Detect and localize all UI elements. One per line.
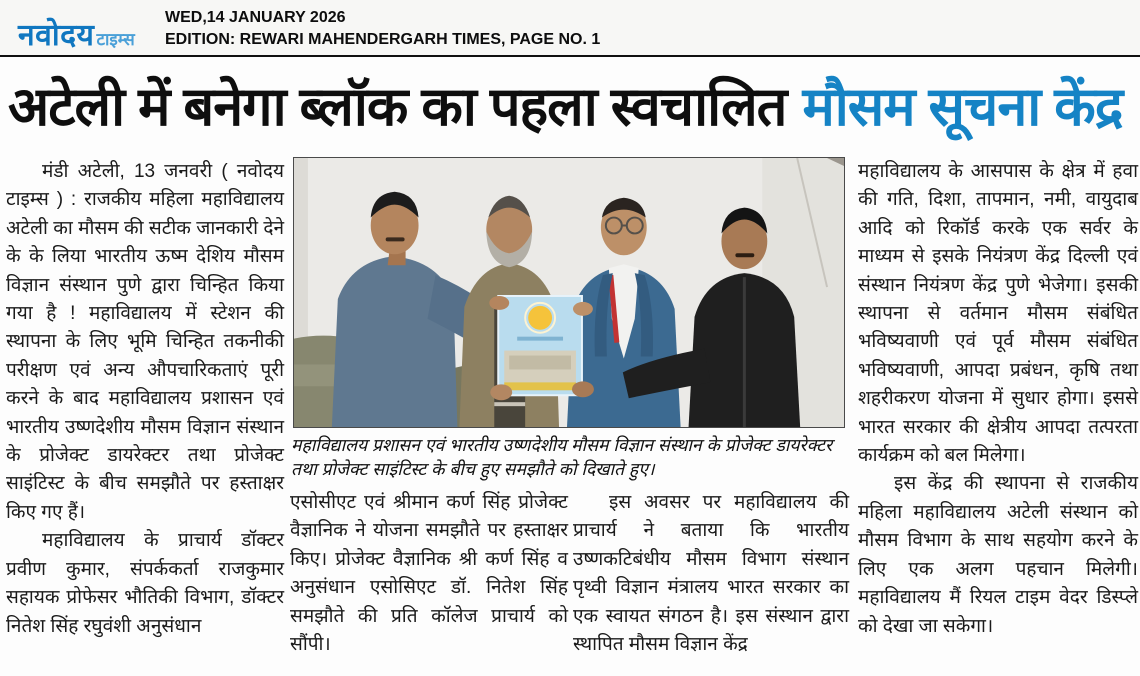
headline-black-part: अटेली में बनेगा ब्लॉक का पहला स्वचालित	[8, 77, 787, 137]
newspaper-logo	[18, 13, 135, 54]
body-column-center-left	[290, 489, 568, 676]
article-headline	[8, 61, 1132, 147]
paragraph: महाविद्यालय के प्राचार्य डॉक्टर प्रवीण कुमार, संपर्ककर्ता राजकुमार सहायक प्रोफेसर भौतिकी विभाग, डॉक्टर नितेश सिंह रघुवंशी अनुसंधान	[6, 530, 284, 637]
masthead-edition: EDITION: REWARI MAHENDERGARH TIMES, PAGE NO. 1	[165, 31, 601, 48]
logo-main-text: नवोदय	[18, 19, 95, 52]
photo-illustration	[294, 158, 844, 427]
paragraph: इस अवसर पर महाविद्यालय की प्राचार्य ने बताया कि भारतीय उष्णकटिबंधीय मौसम विभाग संस्थान पृथ्वी विज्ञान मंत्रालय भारत सरकार का एक स्वायत संगठन है। इस संस्थान द्वारा स्थापित मौसम विज्ञान केंद्र	[573, 492, 849, 656]
body-column-left	[6, 158, 284, 676]
masthead-info	[165, 7, 600, 51]
paragraph: मंडी अटेली, 13 जनवरी ( नवोदय टाइम्स ) : राजकीय महिला महाविद्यालय अटेली का मौसम की सटीक जानकारी देने के के लिया भारतीय ऊष्म देशिय मौसम विज्ञान संस्थान पुणे द्वारा चिन्हित किया गया है ! महाविद्यालय में स्टेशन की स्थापना के लिए भूमि चिन्हित तकनीकी परीक्षण एवं अन्य औपचारिकताएं पूरी करने के बाद महाविद्यालय प्रशासन एवं भारतीय उष्णदेशीय मौसम विज्ञान संस्थान के प्रोजेक्ट डायरेक्टर तथा प्रोजेक्ट साइंटिस्ट के बीच समझौते पर हस्ताक्षर किए गए हैं।	[6, 161, 284, 523]
body-column-center-right	[573, 489, 849, 676]
masthead-date: WED,14 JANUARY 2026	[165, 9, 346, 26]
body-column-right	[858, 158, 1138, 676]
headline-blue-part: मौसम सूचना केंद्र	[802, 77, 1123, 137]
paragraph: महाविद्यालय के आसपास के क्षेत्र में हवा की गति, दिशा, तापमान, नमी, वायुदाब आदि को रिकॉर्ड करके एक सर्वर के माध्यम से इसके नियंत्रण केंद्र दिल्ली एवं संस्थान नियंत्रण केंद्र पुणे भेजेगा। इसकी स्थापना से वर्तमान मौसम संबंधित भविष्यवाणी एवं पूर्व मौसम संबंधित भविष्यवाणी, आपदा प्रबंधन, कृषि तथा शहरीकरण योजना में सुधार होगा। इससे भारत सरकार की क्षेत्रीय आपदा तत्परता कार्यक्रम को बल मिलेगा।	[858, 161, 1138, 467]
article-photo	[293, 157, 845, 428]
logo-sub-text: टाइम्स	[96, 30, 135, 49]
masthead	[0, 0, 1140, 57]
photo-caption: महाविद्यालय प्रशासन एवं भारतीय उष्णदेशीय मौसम विज्ञान संस्थान के प्रोजेक्ट डायरेक्टर तथा प्रोजेक्ट साइंटिस्ट के बीच हुए समझौते को दिखाते हुए।	[291, 435, 833, 479]
paragraph: एसोसीएट एवं श्रीमान कर्ण सिंह प्रोजेक्ट वैज्ञानिक ने योजना समझौते पर हस्ताक्षर किए। प्रोजेक्ट वैज्ञानिक श्री कर्ण सिंह व अनुसंधान एसोसिएट डॉ. नितेश सिंह समझौते की प्रति कॉलेज प्राचार्य को सौंपी।	[290, 492, 568, 656]
paragraph: इस केंद्र की स्थापना से राजकीय महिला महाविद्यालय अटेली संस्थान को मौसम विभाग के साथ सहयोग करने के लिए एक अलग पहचान मिलेगी। महाविद्यालय मैं रियल टाइम वेदर डिस्प्ले को देखा जा सकेगा।	[858, 473, 1138, 637]
